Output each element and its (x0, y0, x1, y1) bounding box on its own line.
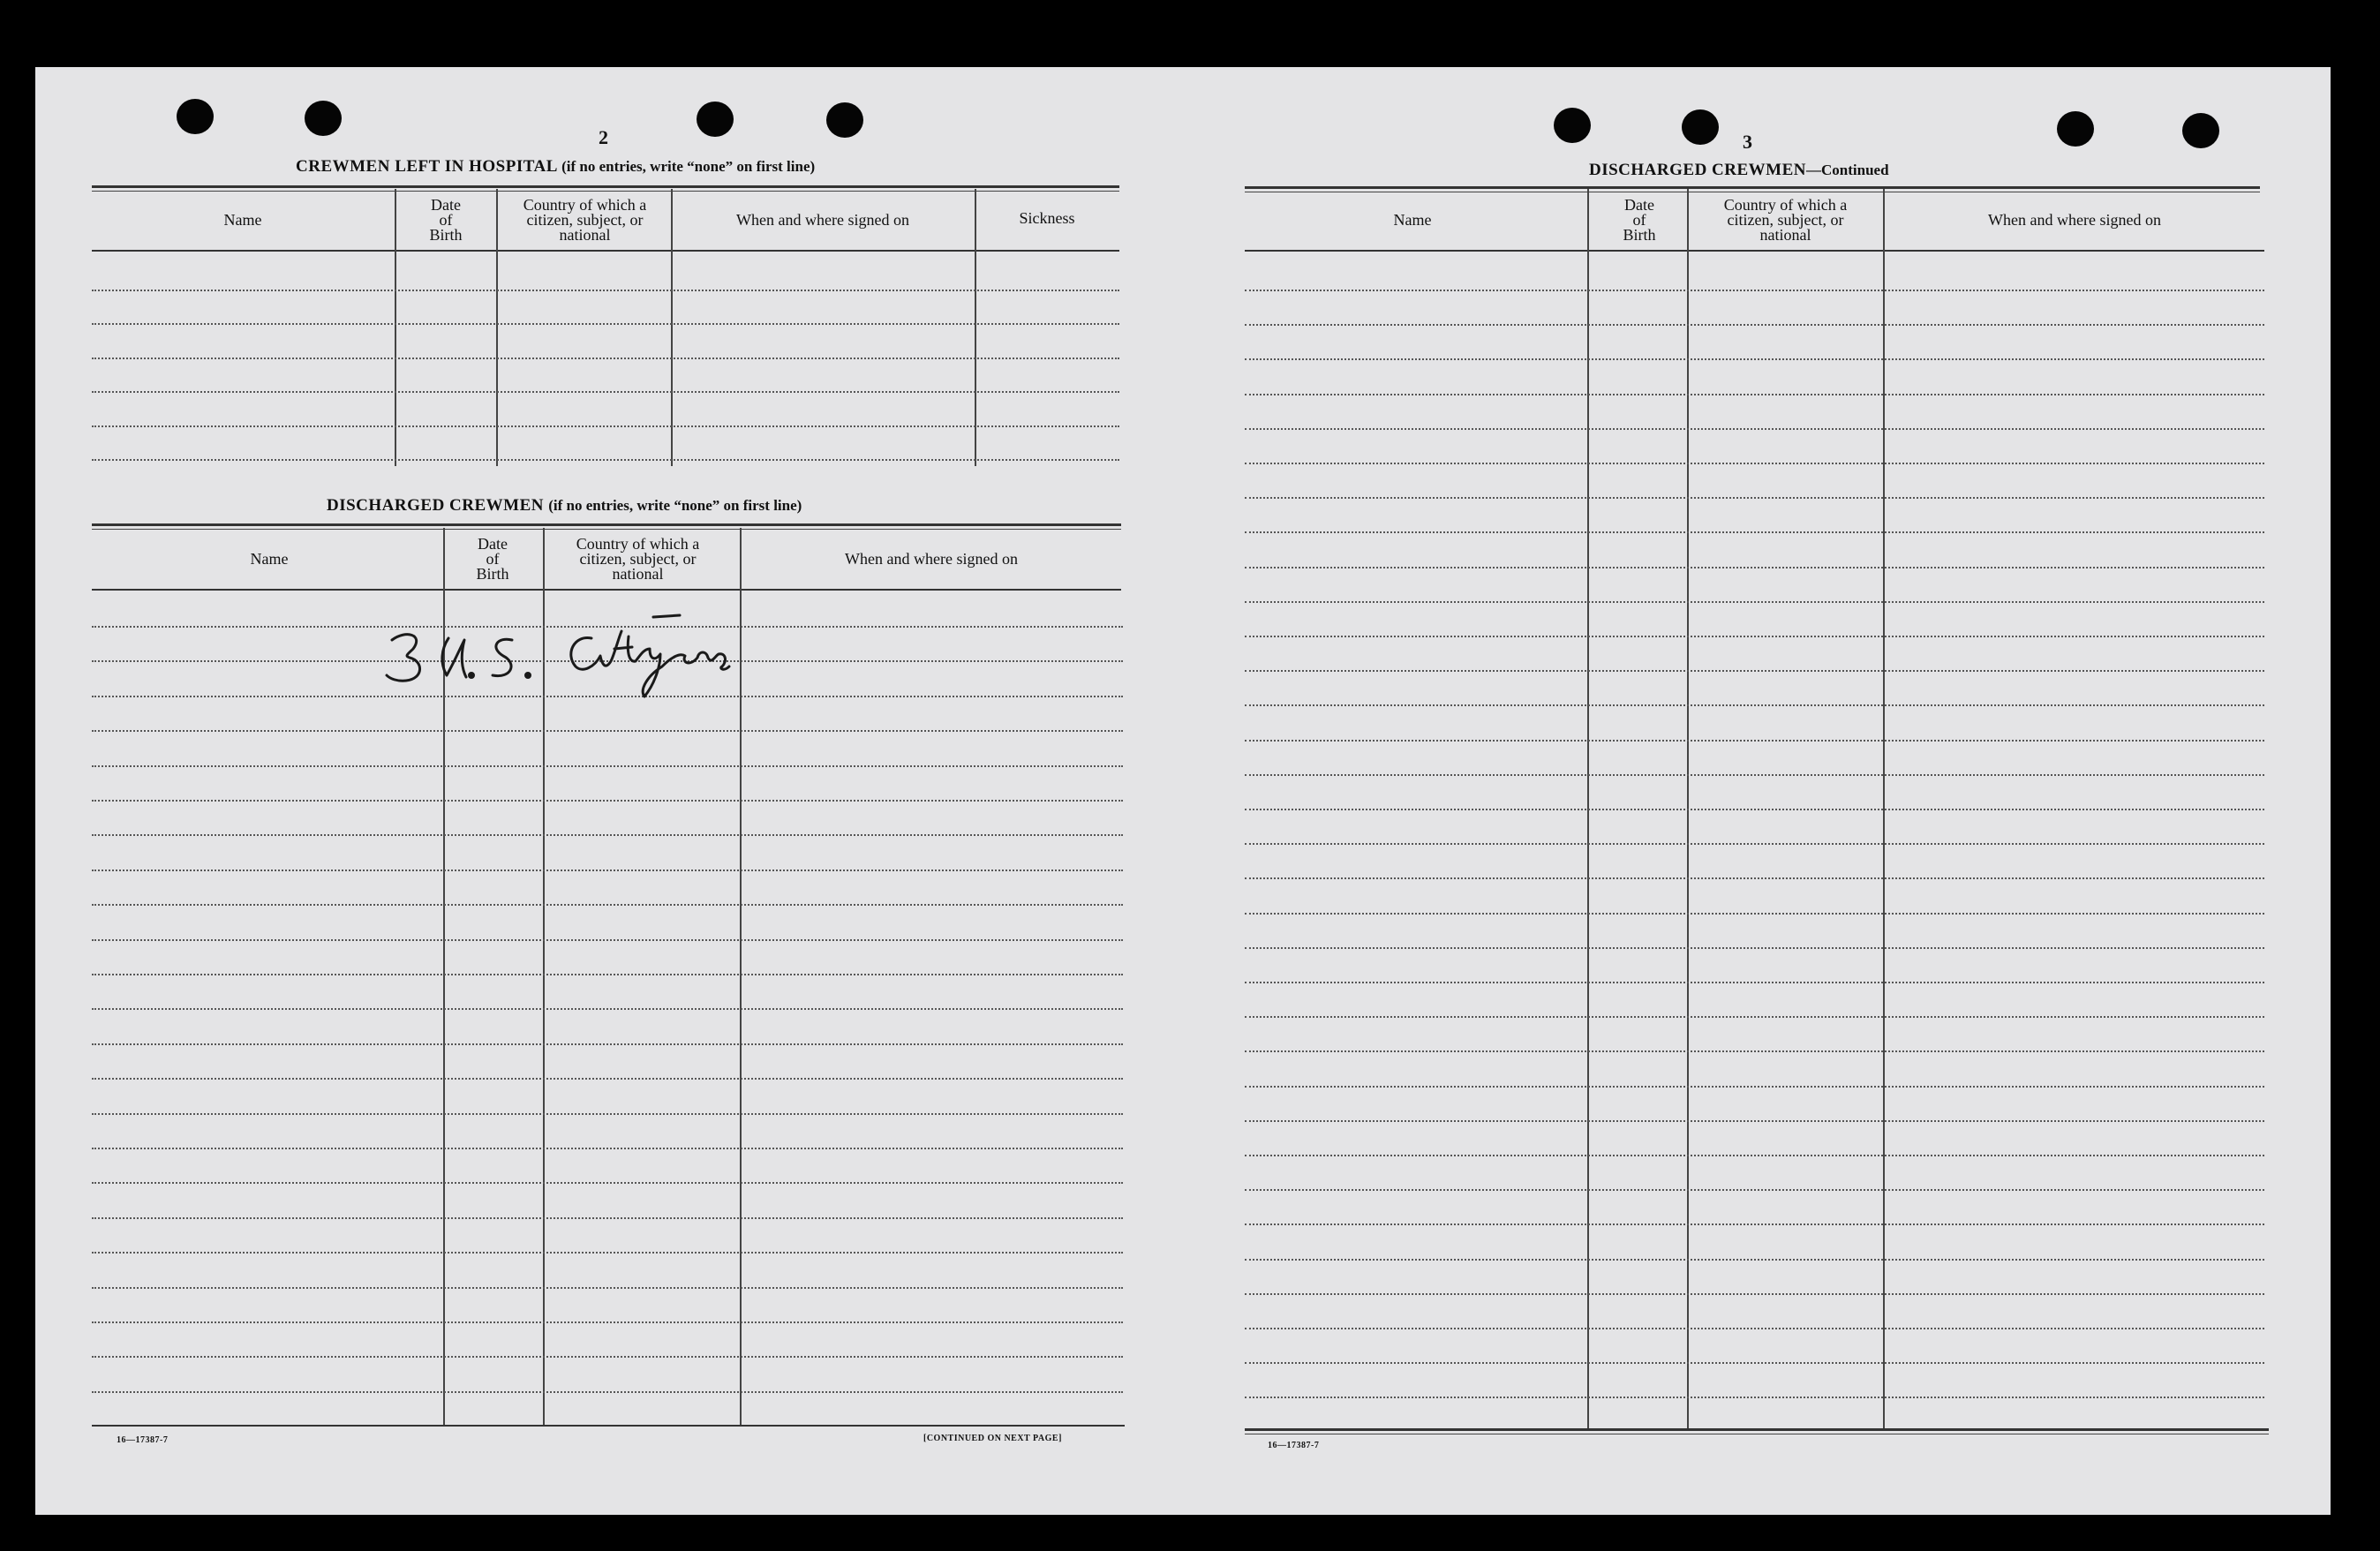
discharged-title-text: DISCHARGED CREWMEN (327, 496, 544, 515)
punch-hole (305, 101, 342, 136)
discharged-col-country: Country of which a citizen, subject, or national (576, 535, 700, 583)
hospital-header-rule (92, 250, 1119, 252)
right-header-rule (1245, 250, 2264, 252)
handwritten-entry (380, 605, 821, 702)
form-row-line (1245, 913, 2264, 915)
form-row-line (1245, 1189, 2264, 1191)
form-row-line (92, 974, 1123, 975)
form-row-line (1245, 1050, 2264, 1052)
form-number-left: 16—17387-7 (117, 1435, 169, 1445)
hospital-section-title (296, 157, 815, 177)
right-bottom-rule (1245, 1428, 2269, 1431)
discharged-continued-title (1589, 161, 1889, 180)
hospital-title-text: CREWMEN LEFT IN HOSPITAL (296, 157, 557, 176)
form-row-line (1245, 394, 2264, 395)
form-row-line (1245, 1223, 2264, 1225)
form-row-line (92, 834, 1123, 836)
right-col-dob: Date of Birth (1623, 196, 1656, 244)
right-col-name: Name (1393, 211, 1432, 229)
form-row-line (92, 1321, 1123, 1323)
hospital-col-divider (975, 189, 976, 466)
discharged-header-rule (92, 589, 1121, 591)
form-row-line (1245, 877, 2264, 879)
form-number-right: 16—17387-7 (1268, 1441, 1320, 1450)
form-row-line (92, 1287, 1123, 1289)
form-row-line (1245, 1362, 2264, 1364)
form-row-line (1245, 324, 2264, 326)
form-row-line (92, 323, 1119, 325)
discharged-col-dob: Date of Birth (476, 535, 509, 583)
hospital-col-when-where: When and where signed on (736, 211, 909, 229)
form-row-line (92, 939, 1123, 941)
handwritten-period (470, 674, 474, 678)
hospital-col-sickness: Sickness (1019, 209, 1075, 227)
form-row-line (1245, 1328, 2264, 1329)
form-row-line (1245, 1293, 2264, 1295)
discharged-continued-title-text: DISCHARGED CREWMEN (1589, 161, 1806, 179)
form-row-line (1245, 1397, 2264, 1398)
form-row-line (1245, 774, 2264, 776)
handwritten-overline (653, 615, 680, 617)
form-row-line (92, 1182, 1123, 1184)
hospital-col-dob: Date of Birth (429, 196, 463, 244)
form-row-line (1245, 1016, 2264, 1018)
form-row-line (1245, 601, 2264, 603)
right-col-country: Country of which a citizen, subject, or national (1723, 196, 1848, 244)
discharged-table-top-rule (92, 523, 1121, 526)
hospital-instruction: (if no entries, write “none” on first line) (561, 158, 816, 175)
form-row-line (92, 391, 1119, 393)
discharged-section-title (327, 496, 802, 516)
discharged-instruction: (if no entries, write “none” on first line) (548, 497, 802, 514)
form-row-line (92, 290, 1119, 291)
form-row-line (1245, 636, 2264, 637)
punch-hole (1554, 108, 1591, 143)
punch-hole (1682, 109, 1719, 145)
discharged-col-name: Name (250, 550, 289, 568)
handwritten-digit-3 (387, 635, 420, 681)
hospital-col-divider (395, 189, 396, 466)
right-col-when-where: When and where signed on (1988, 211, 2161, 229)
page-number-left: 2 (599, 126, 608, 148)
form-row-line (92, 1008, 1123, 1010)
page-number-right: 3 (1743, 131, 1752, 153)
form-row-line (1245, 1120, 2264, 1122)
form-row-line (1245, 428, 2264, 430)
form-row-line (92, 904, 1123, 906)
hospital-col-divider (496, 189, 498, 466)
punch-hole (177, 99, 214, 134)
form-row-line (1245, 358, 2264, 360)
form-row-line (1245, 290, 2264, 291)
form-row-line (1245, 1155, 2264, 1156)
handwritten-word-citizens (571, 631, 729, 696)
handwritten-letter-s (493, 639, 512, 675)
punch-hole (697, 102, 734, 137)
form-row-line (92, 459, 1119, 461)
hospital-col-divider (671, 189, 673, 466)
form-row-line (92, 425, 1119, 427)
form-row-line (1245, 567, 2264, 568)
form-row-line (92, 1252, 1123, 1254)
form-row-line (1245, 843, 2264, 845)
punch-hole (2057, 111, 2094, 147)
form-row-line (1245, 670, 2264, 672)
right-table-top-rule (1245, 186, 2260, 189)
form-row-line (1245, 497, 2264, 499)
discharged-bottom-rule (92, 1425, 1125, 1427)
form-row-line (1245, 531, 2264, 533)
handwritten-period (526, 674, 531, 678)
continued-label: —Continued (1806, 162, 1889, 178)
form-row-line (1245, 947, 2264, 949)
continued-note: [CONTINUED ON NEXT PAGE] (923, 1434, 1062, 1443)
form-row-line (1245, 1086, 2264, 1088)
form-row-line (92, 1043, 1123, 1045)
hospital-col-country: Country of which a citizen, subject, or national (523, 196, 647, 244)
form-row-line (1245, 463, 2264, 464)
form-row-line (1245, 1259, 2264, 1261)
form-row-line (92, 1148, 1123, 1149)
document-sheet (35, 67, 2331, 1515)
form-row-line (1245, 704, 2264, 706)
form-row-line (92, 1113, 1123, 1115)
hospital-table-top-rule (92, 185, 1119, 188)
form-row-line (1245, 740, 2264, 742)
form-row-line (92, 730, 1123, 732)
form-row-line (92, 1391, 1123, 1393)
discharged-col-when-where: When and where signed on (845, 550, 1018, 568)
form-row-line (1245, 809, 2264, 810)
form-row-line (92, 800, 1123, 802)
handwritten-letter-u (442, 638, 466, 677)
form-row-line (92, 358, 1119, 359)
punch-hole (826, 102, 863, 138)
form-row-line (92, 765, 1123, 767)
form-row-line (1245, 982, 2264, 983)
form-row-line (92, 870, 1123, 871)
form-row-line (92, 1356, 1123, 1358)
form-row-line (92, 1078, 1123, 1080)
hospital-col-name: Name (223, 211, 262, 229)
punch-hole (2182, 113, 2219, 148)
form-row-line (92, 1217, 1123, 1219)
